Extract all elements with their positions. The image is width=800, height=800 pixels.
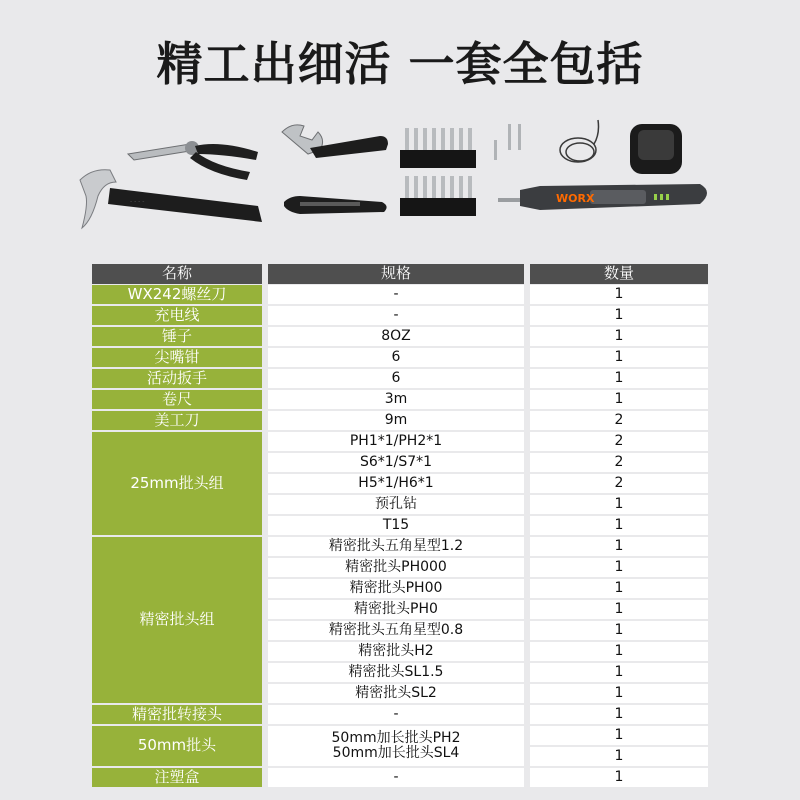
- row-qty: 1: [530, 621, 708, 640]
- row-qty: 1: [530, 684, 708, 703]
- bit-set-icon: [400, 128, 476, 216]
- row-qty: 1: [530, 642, 708, 661]
- row-qty: 1: [530, 663, 708, 682]
- row-name: 活动扳手: [92, 369, 262, 388]
- row-name: 尖嘴钳: [92, 348, 262, 367]
- row-spec: -: [268, 705, 524, 724]
- row-name: 充电线: [92, 306, 262, 325]
- row-spec: 8OZ: [268, 327, 524, 346]
- row-name: 美工刀: [92, 411, 262, 430]
- row-spec: 精密批头H2: [268, 642, 524, 661]
- row-spec: 精密批头SL1.5: [268, 663, 524, 682]
- row-qty: 1: [530, 726, 708, 745]
- svg-text:- - - -: - - - -: [130, 198, 145, 205]
- row-spec: [268, 726, 524, 766]
- row-qty: 1: [530, 537, 708, 556]
- header-qty: 数量: [530, 264, 708, 284]
- row-name: 精密批转接头: [92, 705, 262, 724]
- row-spec: 精密批头PH0: [268, 600, 524, 619]
- row-spec: -: [268, 306, 524, 325]
- row-qty: 1: [530, 747, 708, 766]
- row-qty: 1: [530, 306, 708, 325]
- header-spec: 规格: [268, 264, 524, 284]
- row-qty: 1: [530, 558, 708, 577]
- row-qty: 1: [530, 348, 708, 367]
- header-name: 名称: [92, 264, 262, 284]
- hammer-icon: [80, 170, 262, 228]
- spec-line: 50mm加长批头SL4: [332, 745, 460, 761]
- bit-icon: [494, 124, 521, 160]
- row-spec: 精密批头五角星型1.2: [268, 537, 524, 556]
- screwdriver-icon: [498, 184, 707, 210]
- row-qty: 2: [530, 453, 708, 472]
- row-spec: 预孔钻: [268, 495, 524, 514]
- row-qty: 2: [530, 432, 708, 451]
- row-spec: 9m: [268, 411, 524, 430]
- tape-measure-icon: [630, 124, 682, 174]
- cable-icon: [560, 120, 599, 162]
- row-qty: 1: [530, 516, 708, 535]
- row-name: 锤子: [92, 327, 262, 346]
- row-name: 50mm批头: [92, 726, 262, 766]
- spec-line: 50mm加长批头PH2: [331, 730, 461, 747]
- row-spec: -: [268, 285, 524, 304]
- row-name: WX242螺丝刀: [92, 285, 262, 304]
- row-qty: 2: [530, 411, 708, 430]
- row-qty: 1: [530, 369, 708, 388]
- row-spec: 精密批头PH000: [268, 558, 524, 577]
- row-qty: 1: [530, 768, 708, 787]
- row-spec: PH1*1/PH2*1: [268, 432, 524, 451]
- row-spec: 精密批头五角星型0.8: [268, 621, 524, 640]
- row-spec: 6: [268, 348, 524, 367]
- row-name: 注塑盒: [92, 768, 262, 787]
- row-spec: T15: [268, 516, 524, 535]
- page-title: 精工出细活 一套全包括: [156, 37, 644, 91]
- pliers-icon: [128, 141, 258, 180]
- adjustable-wrench-icon: [282, 125, 388, 158]
- row-spec: 3m: [268, 390, 524, 409]
- row-spec: S6*1/S7*1: [268, 453, 524, 472]
- row-qty: 1: [530, 495, 708, 514]
- row-name: 精密批头组: [92, 537, 262, 703]
- row-qty: 1: [530, 327, 708, 346]
- row-qty: 1: [530, 705, 708, 724]
- row-qty: 1: [530, 285, 708, 304]
- row-spec: -: [268, 768, 524, 787]
- tools-image: [0, 110, 800, 250]
- row-spec: H5*1/H6*1: [268, 474, 524, 493]
- row-qty: 2: [530, 474, 708, 493]
- row-qty: 1: [530, 579, 708, 598]
- row-spec: 6: [268, 369, 524, 388]
- row-qty: 1: [530, 390, 708, 409]
- row-qty: 1: [530, 600, 708, 619]
- row-spec: 精密批头SL2: [268, 684, 524, 703]
- brand-logo: WORX: [556, 192, 595, 205]
- row-name: 25mm批头组: [92, 432, 262, 535]
- row-name: 卷尺: [92, 390, 262, 409]
- row-spec: 精密批头PH00: [268, 579, 524, 598]
- utility-knife-icon: [284, 196, 387, 214]
